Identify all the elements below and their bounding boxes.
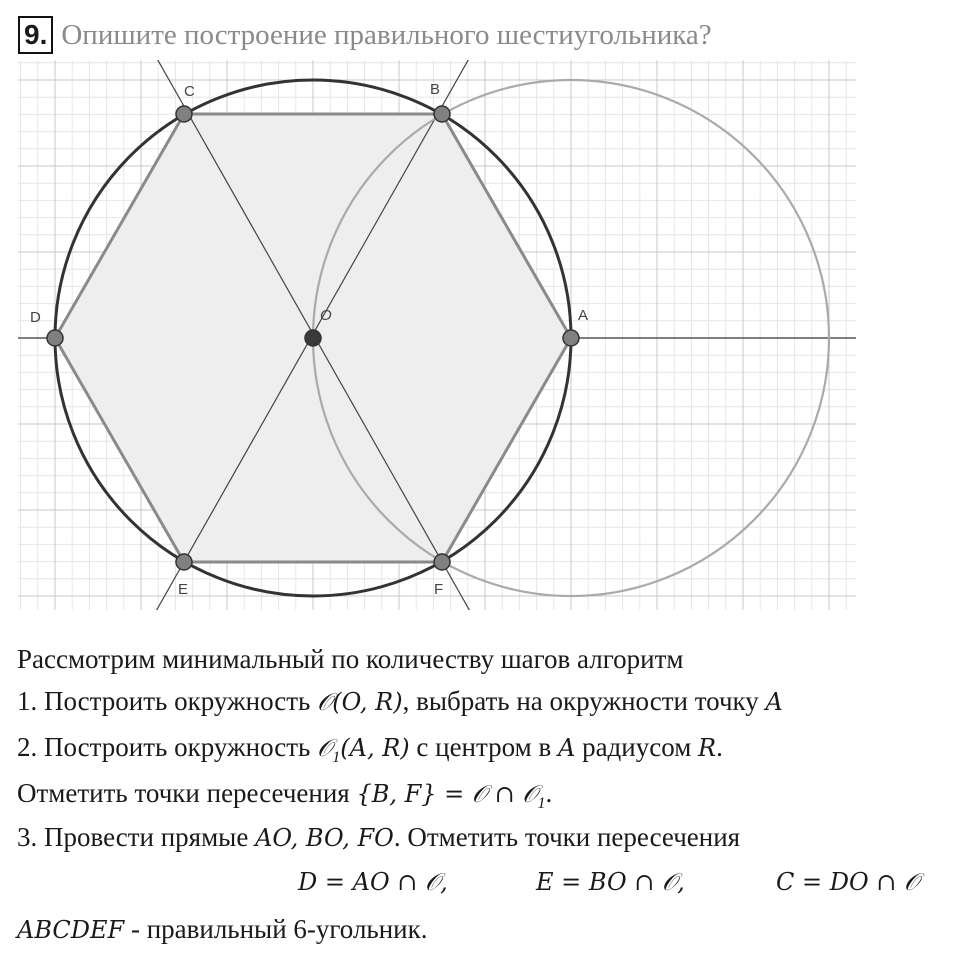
point-f [434, 554, 450, 570]
conclusion-text: - правильный 6-угольник. [124, 914, 428, 944]
step2-text-b: с центром в [409, 732, 558, 762]
text-step-3 [17, 822, 740, 853]
formula-e: E = BO ∩ 𝒪, [536, 868, 685, 896]
label-o: O [320, 307, 332, 324]
step2-radius: R [698, 734, 717, 762]
mark-math: {B, F} = 𝒪 ∩ 𝒪 [356, 780, 538, 808]
label-c: C [184, 83, 195, 100]
label-d: D [30, 309, 41, 326]
task-header [18, 14, 712, 56]
text-step-1 [17, 686, 783, 717]
text-conclusion [17, 914, 428, 945]
step2-point: A [557, 734, 576, 762]
text-step-2 [17, 732, 723, 767]
step2-sub: 1 [332, 749, 341, 766]
label-a: A [578, 307, 589, 324]
formula-c: C = DO ∩ 𝒪 [776, 868, 920, 896]
step2-text-c: радиусом [575, 732, 699, 762]
mark-text: Отметить точки пересечения [17, 778, 357, 808]
step2-text-a: 2. Построить окружность [17, 732, 318, 762]
hexagon-construction-figure [0, 55, 960, 615]
step1-text-a: 1. Построить окружность [17, 686, 318, 716]
point-o [305, 330, 321, 346]
task-question: Опишите построение правильного шестиугольника? [61, 18, 712, 51]
mark-sub: 1 [537, 795, 546, 812]
intro-text: Рассмотрим минимальный по количеству шагов алгоритм [17, 644, 684, 674]
step1-text-b: , выбрать на окружности точку [402, 686, 766, 716]
point-d [47, 330, 63, 346]
step2-end: . [716, 732, 723, 762]
formula-row [0, 868, 960, 908]
label-b: B [430, 81, 441, 98]
step3-text-b: . Отметить точки пересечения [393, 822, 741, 852]
task-number: 9. [18, 16, 53, 54]
step3-text-a: 3. Провести прямые [17, 822, 256, 852]
step2-math2: (A, R) [340, 734, 410, 762]
label-f: F [434, 581, 444, 598]
point-e [176, 554, 192, 570]
formula-d: D = AO ∩ 𝒪, [298, 868, 448, 896]
point-c [176, 106, 192, 122]
step3-math: AO, BO, FO [255, 824, 394, 852]
point-b [434, 106, 450, 122]
point-a [563, 330, 579, 346]
text-intro [17, 644, 683, 675]
text-mark-intersections [17, 778, 552, 813]
mark-end: . [545, 778, 553, 808]
label-e: E [178, 581, 189, 598]
step1-point: A [765, 688, 783, 716]
step2-math: 𝒪 [317, 734, 333, 762]
conclusion-math: ABCDEF [17, 916, 125, 944]
step1-math: 𝒪(O, R) [317, 688, 403, 716]
